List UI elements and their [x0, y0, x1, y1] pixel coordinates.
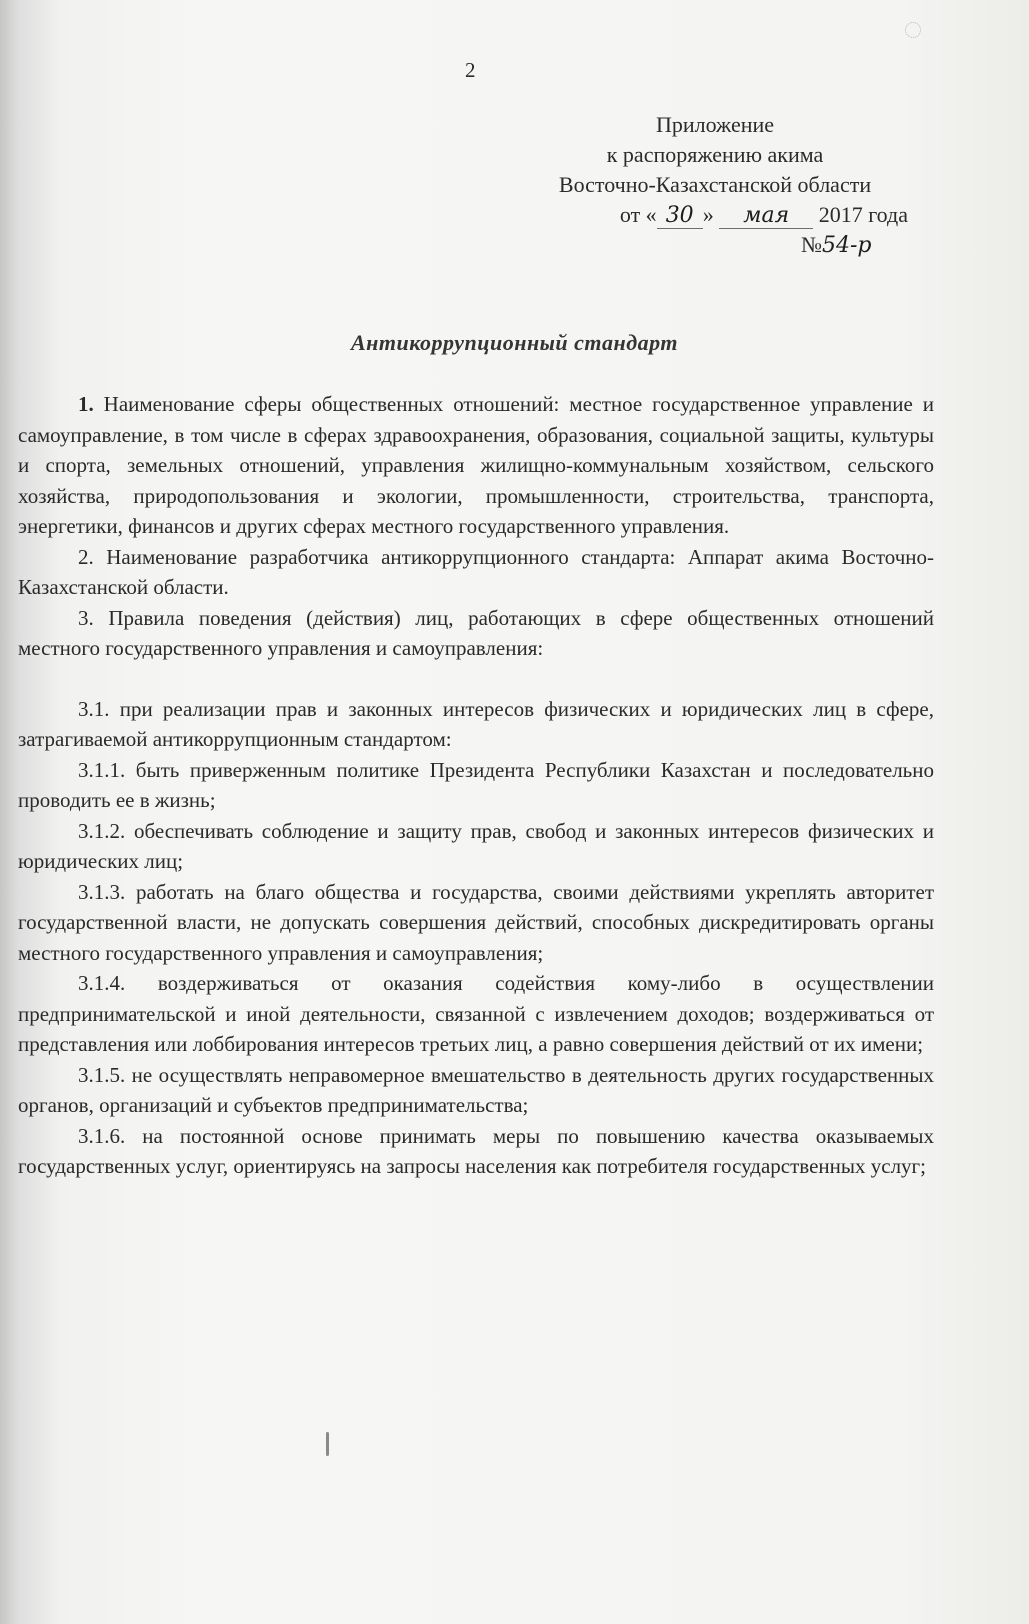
date-prefix: от «: [619, 202, 657, 227]
section-number: 3.1.: [78, 696, 110, 721]
section-3-1: [18, 694, 934, 755]
approval-region: Восточно-Казахстанской области: [558, 172, 872, 197]
handwritten-month: мая: [719, 204, 813, 229]
page-number: 2: [465, 58, 476, 82]
section-number: 3.1.6.: [78, 1123, 126, 1148]
section-1: [18, 389, 934, 542]
section-number: 2.: [78, 544, 94, 569]
section-text: Наименование разработчика антикоррупционного стандарта: Аппарат акима Восточно-Казахстанской области.: [18, 544, 934, 599]
approval-date: [500, 200, 930, 230]
section-3-1-6: [18, 1121, 934, 1182]
section-2: [18, 542, 934, 603]
section-text: воздерживаться от оказания содействия кому-либо в осуществлении предпринимательской и иной деятельности, связанной с извлечением доходов; воздерживаться от представления или лоббирования интересов третьих лиц, а равно совершения действий от их имени;: [18, 971, 934, 1056]
document-body: [18, 389, 934, 1182]
approval-number: [500, 230, 930, 261]
section-text: при реализации прав и законных интересов физических и юридических лиц в сфере, затрагиваемой антикоррупционным стандартом:: [18, 696, 934, 751]
section-3: [18, 603, 934, 664]
handwritten-number: 54-р: [822, 233, 872, 258]
date-mid: »: [702, 202, 720, 227]
scan-artifact-mark: [905, 22, 921, 38]
section-number: 3.1.1.: [78, 757, 126, 782]
section-text: на постоянной основе принимать меры по повышению качества оказываемых государственных услуг, ориентируясь на запросы населения как потребителя государственных услуг;: [18, 1123, 934, 1178]
section-number: 1.: [78, 392, 94, 416]
section-number: 3.: [78, 605, 94, 630]
section-3-1-1: [18, 755, 934, 816]
section-text: Правила поведения (действия) лиц, работающих в сфере общественных отношений местного государственного управления и самоуправления:: [18, 605, 934, 660]
section-3-1-4: [18, 968, 934, 1060]
section-text: быть приверженным политике Президента Республики Казахстан и последовательно проводить ее в жизнь;: [18, 757, 934, 812]
section-number: 3.1.4.: [78, 971, 126, 995]
approval-reference: к распоряжению акима: [606, 142, 824, 167]
document-heading: Антикоррупционный стандарт: [351, 330, 678, 355]
section-3-1-3: [18, 877, 934, 969]
section-text: не осуществлять неправомерное вмешательство в деятельность других государственных органов, организаций и субъектов предпринимательства;: [18, 1062, 934, 1117]
number-prefix: №: [801, 232, 822, 257]
section-text: работать на благо общества и государства, своими действиями укреплять авторитет государственной власти, не допускать совершения действий, способных дискредитировать органы местного государственного управления и самоуправления;: [18, 879, 934, 965]
section-number: 3.1.5.: [78, 1062, 126, 1087]
approval-block: [500, 110, 930, 261]
scan-artifact-stroke: [326, 1432, 329, 1456]
section-number: 3.1.3.: [78, 879, 126, 904]
section-text: Наименование сферы общественных отношений: местное государственное управление и самоуправление, в том числе в сферах здравоохранения, образования, социальной защиты, культуры и спорта, земельных отношений, управления жилищно-коммунальным хозяйством, сельского хозяйства, природопользования и экологии, промышленности, строительства, транспорта, энергетики, финансов и других сферах местного государственного управления.: [18, 392, 934, 538]
section-3-1-5: [18, 1060, 934, 1121]
section-text: обеспечивать соблюдение и защиту прав, свобод и законных интересов физических и юридических лиц;: [18, 818, 934, 873]
handwritten-day: 30: [657, 204, 703, 229]
section-3-1-2: [18, 816, 934, 877]
date-suffix: 2017 года: [813, 202, 908, 227]
approval-title: Приложение: [655, 112, 775, 137]
section-number: 3.1.2.: [78, 818, 126, 843]
